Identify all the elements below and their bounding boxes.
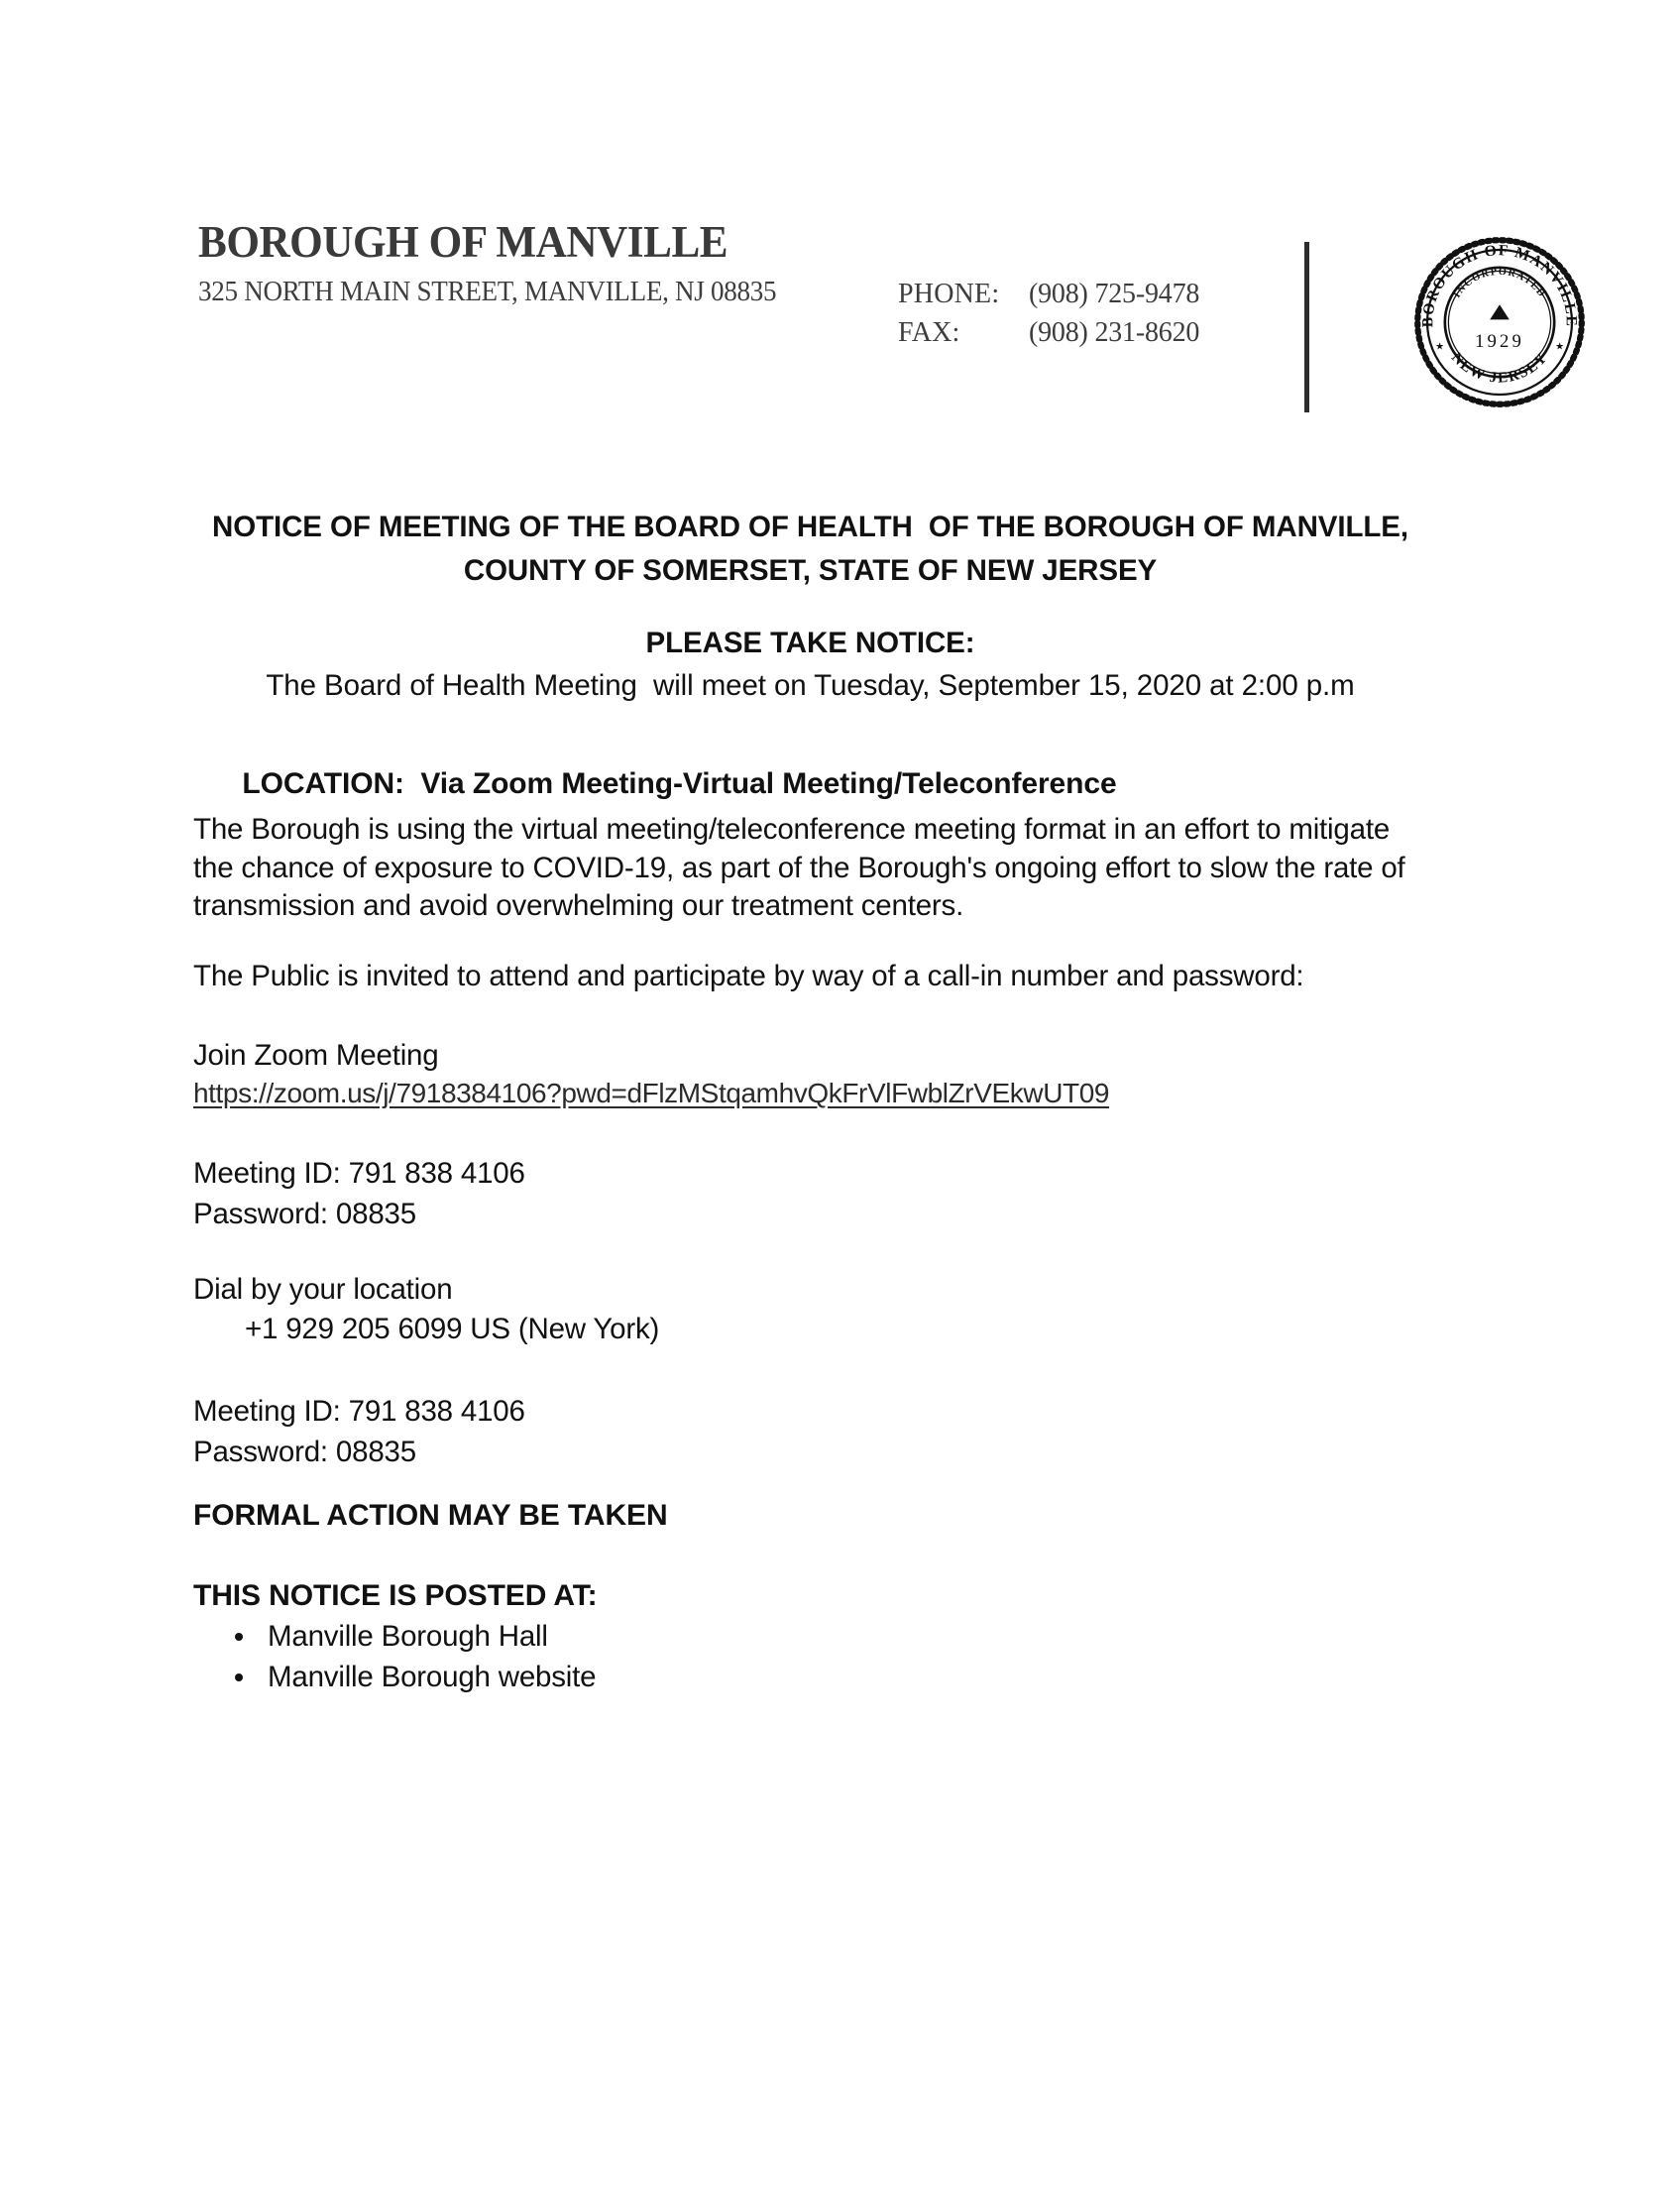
- password-1: Password: 08835: [193, 1198, 416, 1230]
- svg-text:1929: 1929: [1475, 330, 1524, 352]
- svg-text:INCORPORATED: INCORPORATED: [1451, 266, 1548, 300]
- posted-locations-list: [193, 1616, 596, 1697]
- svg-text:★: ★: [1435, 341, 1444, 353]
- zoom-credentials-block-2: [193, 1391, 525, 1472]
- zoom-credentials-block-1: [193, 1153, 525, 1234]
- posted-location-label: Manville Borough Hall: [268, 1620, 548, 1653]
- zoom-meeting-link[interactable]: https://zoom.us/j/7918384106?pwd=dFlzMStqamhvQkFrVlFwblZrVEkwUT09: [193, 1078, 1110, 1108]
- phone-value: (908) 725-9478: [1029, 279, 1200, 309]
- fax-row: [898, 313, 1199, 352]
- bullet-icon: [235, 1673, 243, 1681]
- bullet-icon: [235, 1633, 243, 1641]
- phone-label: PHONE:: [898, 279, 1000, 309]
- fax-value: (908) 231-8620: [1029, 317, 1200, 348]
- header-vertical-divider: [1304, 242, 1309, 412]
- organization-name: BOROUGH OF MANVILLE: [198, 217, 728, 267]
- posted-at-heading: THIS NOTICE IS POSTED AT:: [193, 1579, 598, 1612]
- password-2: Password: 08835: [193, 1436, 416, 1468]
- list-item: [193, 1657, 596, 1697]
- join-zoom-meeting-label: Join Zoom Meeting: [193, 1039, 439, 1072]
- dial-in-phone-number: +1 929 205 6099 US (New York): [245, 1313, 660, 1345]
- location-value: Via Zoom Meeting-Virtual Meeting/Teleconference: [420, 767, 1117, 800]
- fax-label: FAX:: [898, 317, 960, 348]
- municipal-seal-icon: [1411, 234, 1588, 410]
- please-take-notice-heading: PLEASE TAKE NOTICE:: [645, 627, 975, 659]
- meeting-id-2: Meeting ID: 791 838 4106: [193, 1395, 525, 1428]
- public-participation-paragraph: The Public is invited to attend and participate by way of a call-in number and password:: [193, 960, 1304, 992]
- letterhead: [0, 0, 1680, 456]
- organization-address: 325 NORTH MAIN STREET, MANVILLE, NJ 08835: [198, 277, 777, 307]
- phone-row: [898, 275, 1199, 313]
- posted-location-label: Manville Borough website: [268, 1661, 597, 1693]
- contact-block: [898, 275, 1199, 352]
- notice-headline: NOTICE OF MEETING OF THE BOARD OF HEALTH OF THE BOROUGH OF MANVILLE, COUNTY OF SOMERSET, STATE OF NEW JERSEY: [212, 511, 1417, 587]
- formal-action-notice: FORMAL ACTION MAY BE TAKEN: [193, 1499, 668, 1532]
- dial-by-location-label: Dial by your location: [193, 1273, 453, 1306]
- covid-paragraph: The Borough is using the virtual meeting/teleconference meeting format in an effort to mitigate the chance of exposure to COVID-19, as part of the Borough's ongoing effort to slow the rate of transmission and avoid overwhelming our treatment centers.: [193, 813, 1413, 922]
- meeting-id-1: Meeting ID: 791 838 4106: [193, 1157, 525, 1190]
- meeting-datetime-line: The Board of Health Meeting will meet on Tuesday, September 15, 2020 at 2:00 p.m: [266, 669, 1355, 702]
- svg-text:BOROUGH OF MANVILLE: BOROUGH OF MANVILLE: [1419, 242, 1580, 328]
- location-label: LOCATION:: [242, 767, 404, 800]
- list-item: [193, 1616, 596, 1657]
- svg-text:NEW JERSEY: NEW JERSEY: [1447, 349, 1552, 387]
- svg-text:★: ★: [1555, 341, 1564, 353]
